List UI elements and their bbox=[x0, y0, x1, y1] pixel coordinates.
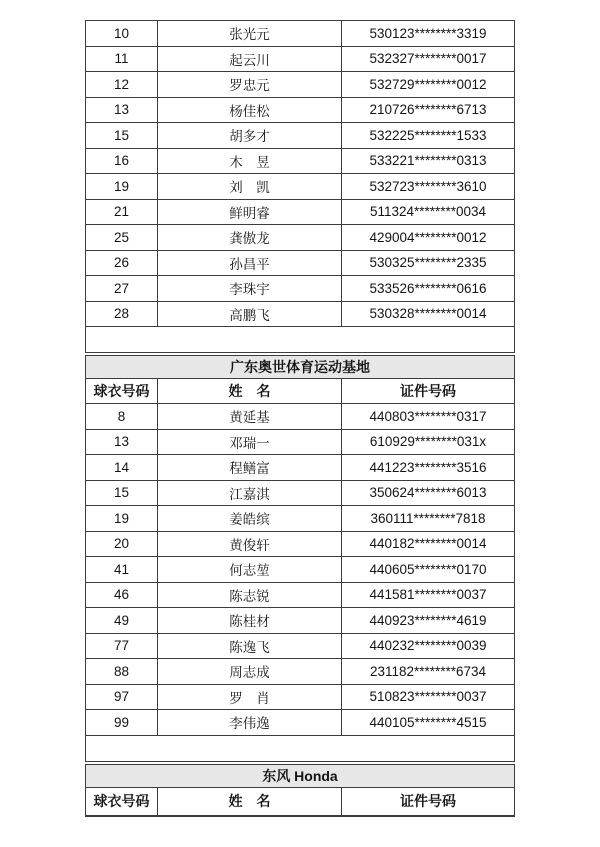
id-number-cell: 440105********4515 bbox=[342, 710, 515, 736]
roster-table-continuation bbox=[85, 20, 515, 353]
column-header-row bbox=[86, 379, 515, 404]
table-row bbox=[86, 659, 515, 685]
table-row bbox=[86, 633, 515, 659]
id-number-cell: 210726********6713 bbox=[342, 97, 515, 123]
jersey-number-cell: 15 bbox=[86, 123, 158, 149]
jersey-number-cell: 20 bbox=[86, 531, 158, 557]
jersey-number-cell: 26 bbox=[86, 250, 158, 276]
team-title-row bbox=[86, 764, 515, 787]
table-row bbox=[86, 174, 515, 200]
id-number-cell: 441223********3516 bbox=[342, 455, 515, 481]
player-name-cell: 木 昱 bbox=[158, 148, 342, 174]
id-number-cell: 440605********0170 bbox=[342, 557, 515, 583]
jersey-number-cell: 97 bbox=[86, 684, 158, 710]
id-number-cell: 530328********0014 bbox=[342, 301, 515, 327]
jersey-number-cell: 88 bbox=[86, 659, 158, 685]
table-row bbox=[86, 710, 515, 736]
column-header-jersey: 球衣号码 bbox=[86, 787, 158, 816]
player-name-cell: 陈桂材 bbox=[158, 608, 342, 634]
id-number-cell: 510823********0037 bbox=[342, 684, 515, 710]
table-row bbox=[86, 301, 515, 327]
id-number-cell: 610929********031x bbox=[342, 429, 515, 455]
roster-table-aoshi bbox=[85, 355, 515, 762]
id-number-cell: 440923********4619 bbox=[342, 608, 515, 634]
table-row bbox=[86, 199, 515, 225]
jersey-number-cell: 49 bbox=[86, 608, 158, 634]
jersey-number-cell: 11 bbox=[86, 46, 158, 72]
jersey-number-cell: 8 bbox=[86, 404, 158, 430]
jersey-number-cell: 19 bbox=[86, 174, 158, 200]
table-row bbox=[86, 404, 515, 430]
jersey-number-cell: 46 bbox=[86, 582, 158, 608]
player-name-cell: 鲜明睿 bbox=[158, 199, 342, 225]
id-number-cell: 530123********3319 bbox=[342, 21, 515, 47]
column-header-jersey: 球衣号码 bbox=[86, 379, 158, 404]
id-number-cell: 533221********0313 bbox=[342, 148, 515, 174]
table-row bbox=[86, 684, 515, 710]
id-number-cell: 350624********6013 bbox=[342, 480, 515, 506]
player-name-cell: 刘 凯 bbox=[158, 174, 342, 200]
player-name-cell: 胡多才 bbox=[158, 123, 342, 149]
jersey-number-cell: 25 bbox=[86, 225, 158, 251]
id-number-cell: 533526********0616 bbox=[342, 276, 515, 302]
table-row bbox=[86, 21, 515, 47]
roster-table-dongfeng-honda bbox=[85, 764, 515, 817]
section-head-honda bbox=[86, 764, 515, 816]
player-name-cell: 邓瑞一 bbox=[158, 429, 342, 455]
player-name-cell: 起云川 bbox=[158, 46, 342, 72]
player-name-cell: 姜皓缤 bbox=[158, 506, 342, 532]
player-name-cell: 孙昌平 bbox=[158, 250, 342, 276]
id-number-cell: 231182********6734 bbox=[342, 659, 515, 685]
player-name-cell: 周志成 bbox=[158, 659, 342, 685]
table-row bbox=[86, 582, 515, 608]
jersey-number-cell: 13 bbox=[86, 429, 158, 455]
id-number-cell: 532327********0017 bbox=[342, 46, 515, 72]
table-row bbox=[86, 72, 515, 98]
table-row bbox=[86, 429, 515, 455]
table-row bbox=[86, 608, 515, 634]
jersey-number-cell: 21 bbox=[86, 199, 158, 225]
table-row bbox=[86, 276, 515, 302]
player-name-cell: 李伟逸 bbox=[158, 710, 342, 736]
player-name-cell: 江嘉淇 bbox=[158, 480, 342, 506]
player-name-cell: 黄延基 bbox=[158, 404, 342, 430]
roster-tables bbox=[85, 20, 514, 819]
id-number-cell: 511324********0034 bbox=[342, 199, 515, 225]
spacer-cell bbox=[86, 735, 515, 761]
jersey-number-cell: 13 bbox=[86, 97, 158, 123]
jersey-number-cell: 19 bbox=[86, 506, 158, 532]
column-header-id: 证件号码 bbox=[342, 787, 515, 816]
jersey-number-cell: 77 bbox=[86, 633, 158, 659]
spacer-section bbox=[86, 327, 515, 353]
id-number-cell: 360111********7818 bbox=[342, 506, 515, 532]
player-name-cell: 高鹏飞 bbox=[158, 301, 342, 327]
column-header-name: 姓 名 bbox=[158, 787, 342, 816]
table-row bbox=[86, 250, 515, 276]
id-number-cell: 532225********1533 bbox=[342, 123, 515, 149]
player-name-cell: 陈志锐 bbox=[158, 582, 342, 608]
jersey-number-cell: 15 bbox=[86, 480, 158, 506]
spacer-row bbox=[86, 735, 515, 761]
table-row bbox=[86, 123, 515, 149]
jersey-number-cell: 14 bbox=[86, 455, 158, 481]
jersey-number-cell: 41 bbox=[86, 557, 158, 583]
id-number-cell: 429004********0012 bbox=[342, 225, 515, 251]
id-number-cell: 440232********0039 bbox=[342, 633, 515, 659]
player-name-cell: 李珠宇 bbox=[158, 276, 342, 302]
player-name-cell: 陈逸飞 bbox=[158, 633, 342, 659]
table-row bbox=[86, 557, 515, 583]
player-name-cell: 黄俊轩 bbox=[158, 531, 342, 557]
table-row bbox=[86, 480, 515, 506]
player-name-cell: 何志堃 bbox=[158, 557, 342, 583]
roster-rows-continuation bbox=[86, 21, 515, 327]
spacer-cell bbox=[86, 327, 515, 353]
id-number-cell: 532723********3610 bbox=[342, 174, 515, 200]
jersey-number-cell: 16 bbox=[86, 148, 158, 174]
player-name-cell: 罗 肖 bbox=[158, 684, 342, 710]
player-name-cell: 程鳝富 bbox=[158, 455, 342, 481]
player-name-cell: 杨佳松 bbox=[158, 97, 342, 123]
team-title: 东风 Honda bbox=[86, 764, 515, 787]
id-number-cell: 441581********0037 bbox=[342, 582, 515, 608]
roster-rows-aoshi bbox=[86, 404, 515, 736]
column-header-id: 证件号码 bbox=[342, 379, 515, 404]
jersey-number-cell: 12 bbox=[86, 72, 158, 98]
id-number-cell: 440803********0317 bbox=[342, 404, 515, 430]
table-row bbox=[86, 97, 515, 123]
jersey-number-cell: 27 bbox=[86, 276, 158, 302]
column-header-name: 姓 名 bbox=[158, 379, 342, 404]
id-number-cell: 530325********2335 bbox=[342, 250, 515, 276]
jersey-number-cell: 28 bbox=[86, 301, 158, 327]
team-title: 广东奥世体育运动基地 bbox=[86, 356, 515, 379]
player-name-cell: 张光元 bbox=[158, 21, 342, 47]
jersey-number-cell: 10 bbox=[86, 21, 158, 47]
team-title-row bbox=[86, 356, 515, 379]
player-name-cell: 龚傲龙 bbox=[158, 225, 342, 251]
player-name-cell: 罗忠元 bbox=[158, 72, 342, 98]
table-row bbox=[86, 531, 515, 557]
table-row bbox=[86, 225, 515, 251]
table-row bbox=[86, 506, 515, 532]
section-head-aoshi bbox=[86, 356, 515, 404]
table-row bbox=[86, 46, 515, 72]
table-row bbox=[86, 455, 515, 481]
table-row bbox=[86, 148, 515, 174]
jersey-number-cell: 99 bbox=[86, 710, 158, 736]
id-number-cell: 532729********0012 bbox=[342, 72, 515, 98]
spacer-section bbox=[86, 735, 515, 761]
spacer-row bbox=[86, 327, 515, 353]
id-number-cell: 440182********0014 bbox=[342, 531, 515, 557]
column-header-row bbox=[86, 787, 515, 816]
